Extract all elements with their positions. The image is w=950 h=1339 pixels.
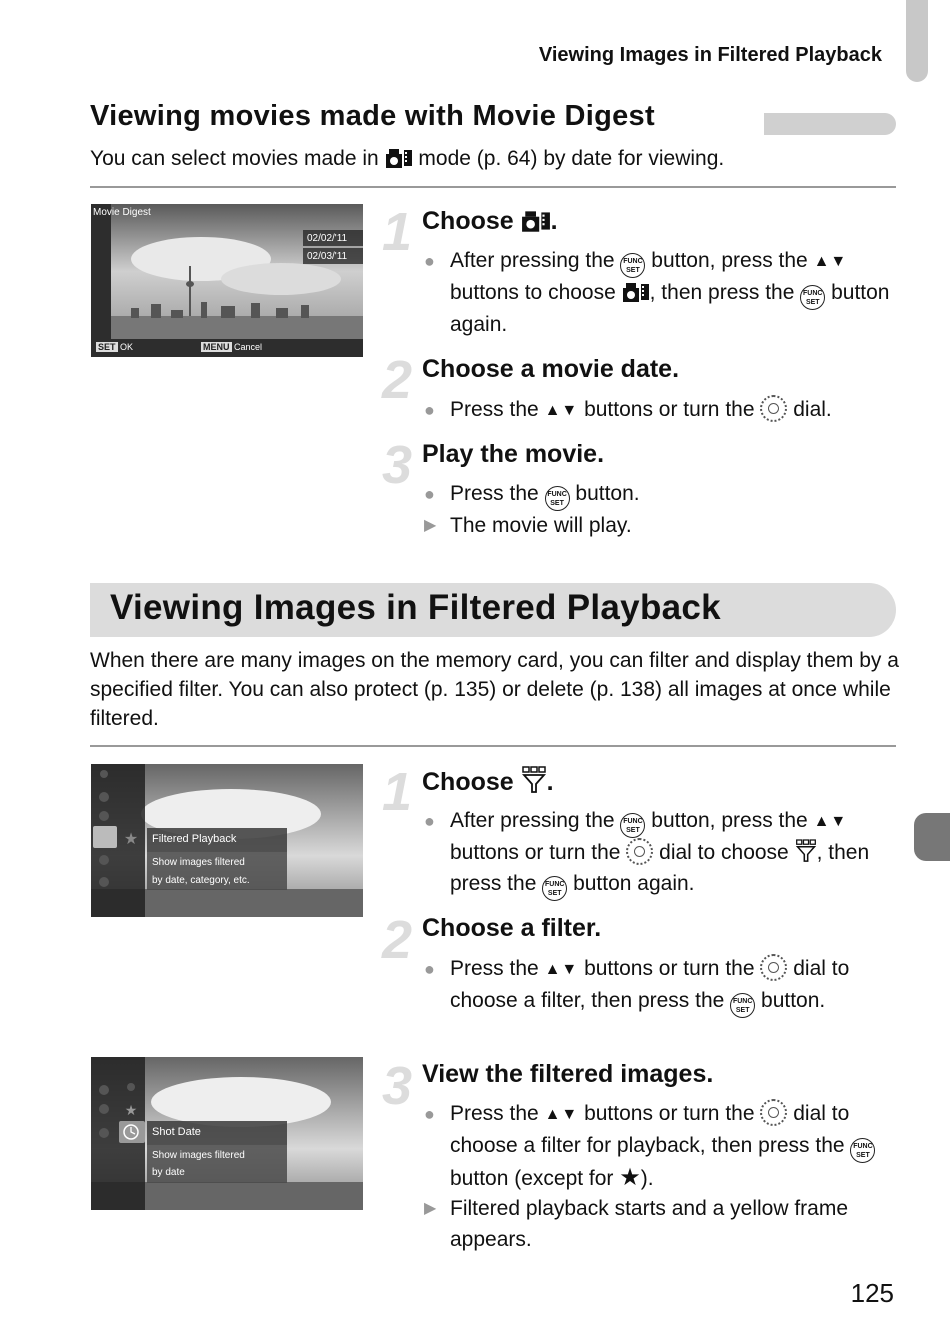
instruction-item: ● After pressing the FUNC SET button, press the ▲▼ buttons or turn the dial to choose , then press the FUNC SET button again. [422, 806, 892, 901]
movie-digest-intro: You can select movies made in mode (p. 64) by date for viewing. [90, 147, 725, 170]
ok-hint: SET OK [98, 342, 134, 352]
step-number: 3 [381, 435, 412, 495]
bullet-icon: ● [424, 959, 435, 979]
step-title: View the filtered images. [422, 1060, 714, 1088]
menu-item-desc: Show images filtered [152, 1150, 245, 1161]
divider [90, 745, 896, 747]
result-arrow-icon: ▶ [424, 1200, 437, 1217]
step-number: 3 [381, 1056, 412, 1116]
func-set-button-icon: FUNC SET [620, 253, 645, 278]
control-dial-icon [760, 1099, 787, 1126]
func-set-button-icon: FUNC SET [730, 993, 755, 1018]
menu-item-title: Shot Date [152, 1126, 201, 1138]
step-number: 1 [381, 762, 412, 822]
movie-digest-heading: Viewing movies made with Movie Digest [90, 100, 655, 132]
func-set-button-icon: FUNC SET [620, 813, 645, 838]
section-title: Viewing Images in Filtered Playback [110, 588, 721, 627]
up-down-arrows-icon: ▲▼ [544, 1106, 579, 1123]
menu-item-desc: Show images filtered [152, 857, 245, 868]
bullet-icon: ● [424, 484, 435, 504]
bullet-icon: ● [424, 400, 435, 420]
date-option: 02/03/'11 [307, 251, 348, 262]
bullet-icon: ● [424, 1104, 435, 1124]
heading-bar [764, 113, 896, 135]
step-title: Choose . [422, 207, 558, 235]
movie-digest-icon [385, 147, 413, 169]
up-down-arrows-icon: ▲▼ [544, 402, 579, 419]
step-instructions [422, 246, 892, 341]
step-instructions [422, 479, 892, 542]
menu-item-desc: by date, category, etc. [152, 875, 250, 886]
bullet-icon: ● [424, 251, 435, 271]
menu-item-title: Filtered Playback [152, 833, 237, 845]
func-set-button-icon: FUNC SET [850, 1138, 875, 1163]
step-number: 2 [381, 910, 412, 970]
skyline-photo [91, 204, 363, 357]
filtered-playback-screen [91, 764, 363, 917]
step-instructions [422, 1099, 892, 1255]
step-number: 2 [381, 350, 412, 410]
result-item: ▶ The movie will play. [422, 511, 892, 542]
movie-digest-icon [521, 209, 551, 233]
func-set-button-icon: FUNC SET [800, 285, 825, 310]
filter-playback-icon [795, 839, 817, 863]
svg-text:★: ★ [124, 1102, 138, 1118]
svg-text:★: ★ [123, 831, 139, 848]
step-instructions [422, 395, 902, 427]
instruction-item: ● After pressing the FUNC SET button, press the ▲▼ buttons to choose , then press the FUNC SET button again. [422, 246, 892, 341]
func-set-button-icon: FUNC SET [542, 876, 567, 901]
movie-digest-screen [91, 204, 363, 357]
instruction-item: ● Press the FUNC SET button. [422, 479, 892, 511]
movie-digest-icon [622, 281, 650, 303]
divider [90, 186, 896, 188]
result-item: ▶ Filtered playback starts and a yellow frame appears. [422, 1194, 892, 1255]
filter-playback-icon [521, 766, 547, 794]
menu-background-photo [91, 1057, 363, 1210]
instruction-item: ● Press the ▲▼ buttons or turn the dial to choose a filter for playback, then press the FUNC SET button (except for ★). [422, 1099, 892, 1194]
running-header: Viewing Images in Filtered Playback [538, 44, 882, 66]
up-down-arrows-icon: ▲▼ [544, 961, 579, 978]
chapter-thumb-tab [906, 0, 928, 82]
step-title: Choose . [422, 768, 554, 796]
step-instructions [422, 806, 892, 901]
instruction-item: ● Press the ▲▼ buttons or turn the dial. [422, 395, 902, 427]
step-title: Choose a movie date. [422, 355, 680, 383]
star-icon: ★ [619, 1163, 641, 1191]
result-arrow-icon: ▶ [424, 517, 437, 534]
control-dial-icon [626, 838, 653, 865]
instruction-item: ● Press the ▲▼ buttons or turn the dial to choose a filter, then press the FUNC SET button. [422, 954, 892, 1018]
screen-mode-label: Movie Digest [93, 207, 151, 218]
step-title: Play the movie. [422, 440, 605, 468]
bullet-icon: ● [424, 811, 435, 831]
chapter-side-tab [914, 813, 950, 861]
step-number: 1 [381, 202, 412, 262]
shot-date-screen [91, 1057, 363, 1210]
up-down-arrows-icon: ▲▼ [813, 813, 848, 830]
control-dial-icon [760, 395, 787, 422]
step-title: Choose a filter. [422, 914, 602, 942]
control-dial-icon [760, 954, 787, 981]
section-intro: When there are many images on the memory card, you can filter and display them by a specified filter. You can also protect (p. 135) or delete (p. 138) all images at once while filtered. [90, 649, 899, 730]
page-number: 125 [850, 1278, 894, 1308]
func-set-button-icon: FUNC SET [545, 486, 570, 511]
step-instructions [422, 954, 892, 1018]
cancel-hint: MENU Cancel [203, 342, 263, 352]
date-option: 02/02/'11 [307, 233, 348, 244]
menu-item-desc: by date [152, 1167, 185, 1178]
up-down-arrows-icon: ▲▼ [813, 253, 848, 270]
